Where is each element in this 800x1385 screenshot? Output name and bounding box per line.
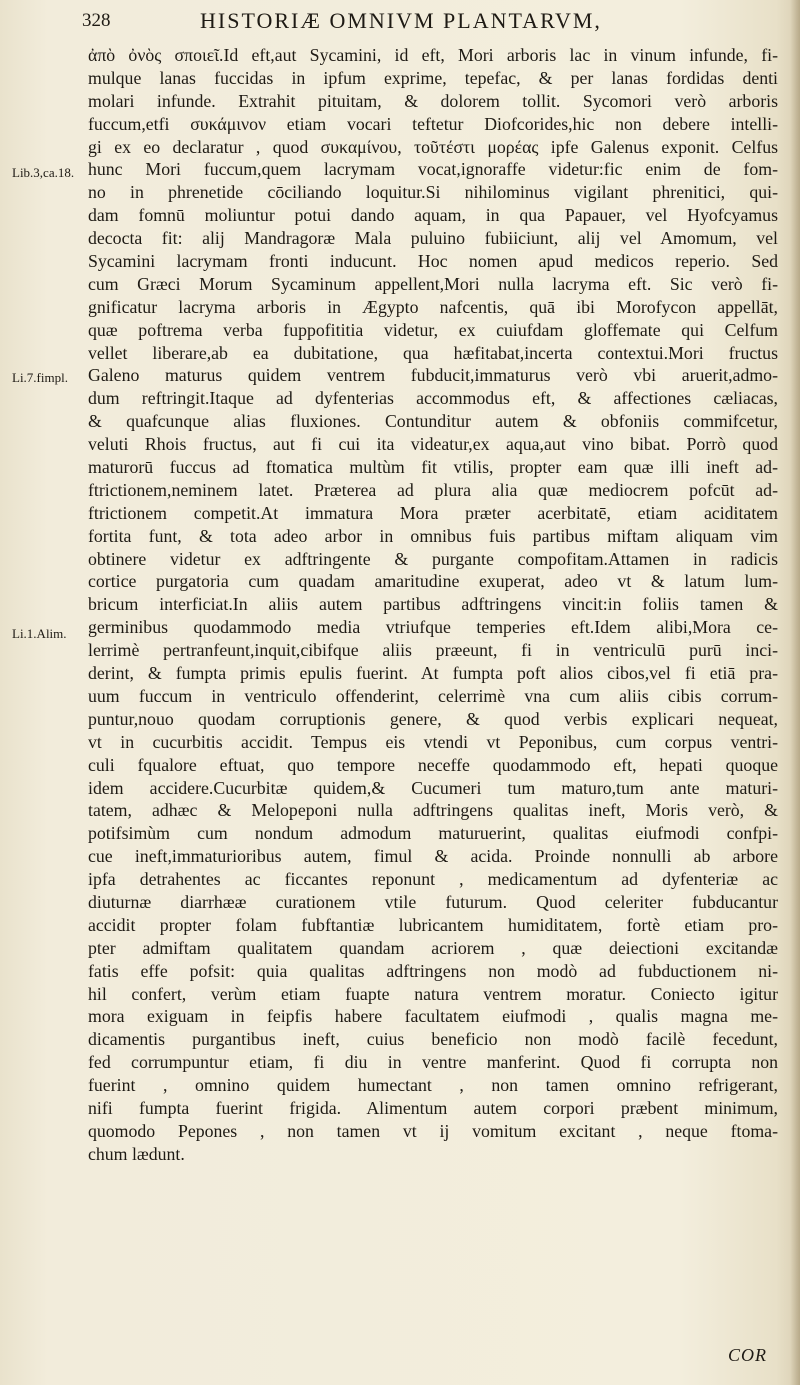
text-line: veluti Rhois fructus, aut fi cui ita videatur,ex aqua,aut vino bibat. Porrò quod <box>88 434 778 455</box>
text-line: decocta fit: alij Mandragoræ Mala puluino fubiiciunt, alij vel Amomum, vel <box>88 228 778 249</box>
text-line: nifi fumpta fuerint frigida. Alimentum autem corpori præbent minimum, <box>88 1097 778 1118</box>
text-line: cortice purgatoria cum quadam amaritudine exuperat, adeo vt & latum lum- <box>88 571 778 592</box>
body-text <box>88 44 778 1166</box>
text-line: gi ex eo declaratur , quod συκαμίνου, τοῦτέστι μορέας ipfe Galenus exponit. Celfus <box>88 136 778 157</box>
text-line: cue ineft,immaturioribus autem, fimul & acida. Proinde nonnulli ab arbore <box>88 846 778 867</box>
running-title: HISTORIÆ OMNIVM PLANTARVM, <box>200 8 602 33</box>
text-line: ipfa detrahentes ac ficcantes reponunt , medicamentum ad dyfenteriæ ac <box>88 869 778 890</box>
margin-note-li1: Li.1.Alim. <box>12 626 67 641</box>
text-line: tatem, adhæc & Melopeponi nulla adftringens qualitas ineft, Moris verò, & <box>88 800 778 821</box>
text-line: ftrictionem competit.At immatura Mora præter acerbitatē, etiam aciditatem <box>88 502 778 523</box>
catchword: COR <box>728 1345 767 1365</box>
text-line: mora exiguam in feipfis habere facultatem eiufmodi , qualis magna me- <box>88 1006 778 1027</box>
text-line: lerrimè pertranfeunt,inquit,cibifque aliis præeunt, fi in ventriculū purū inci- <box>88 640 778 661</box>
text-line: & quafcunque alias fluxiones. Contunditur autem & obfoniis commifcetur, <box>88 411 778 432</box>
text-line: mulque lanas fuccidas in ipfum exprime, tepefac, & per lanas fordidas denti <box>88 67 778 88</box>
text-line: derint, & fumpta primis epulis fuerint. At fumpta poft alios cibos,vel fi etiā pra- <box>88 663 778 684</box>
text-line: hil confert, verùm etiam fuapte natura ventrem moratur. Coniecto igitur <box>88 983 778 1004</box>
text-line: potifsimùm cum nondum admodum maturuerint, qualitas eiufmodi confpi- <box>88 823 778 844</box>
text-line: maturorū fuccus ad ftomatica multùm fit vtilis, propter eam quæ illi ineft ad- <box>88 457 778 478</box>
page-number: 328 <box>82 10 111 31</box>
text-line: vt in cucurbitis accidit. Tempus eis vtendi vt Peponibus, cum corpus ventri- <box>88 731 778 752</box>
text-line: fuccum,etfi συκάμινον etiam vocari teftetur Diofcorides,hic non debere intelli- <box>88 113 778 134</box>
text-line: puntur,nouo quodam corruptionis genere, & quod verbis explicari nequeat, <box>88 708 778 729</box>
text-line: diuturnæ diarrhææ curationem vtile futurum. Quod celeriter fubducantur <box>88 891 778 912</box>
text-line: no in phrenetide cōciliando loquitur.Si nihilominus vigilant phrenitici, qui- <box>88 182 778 203</box>
text-line: fatis effe pofsit: quia qualitas adftringens non modò ad fubductionem ni- <box>88 960 778 981</box>
text-line: dum reftringit.Itaque ad dyfenterias accommodus eft, & affectiones cæliacas, <box>88 388 778 409</box>
margin-note-li7: Li.7.fimpl. <box>12 370 68 385</box>
text-line: quæ poftrema verba fuppofititia videtur, ex cuiufdam gloffemate qui Celfum <box>88 319 778 340</box>
text-line: gnificatur lacryma arboris in Ægypto nafcentis, quā ibi Morofycon appellāt, <box>88 296 778 317</box>
text-line: chum lædunt. <box>88 1143 185 1164</box>
text-line: dicamentis purgantibus ineft, cuius beneficio non modò facilè fecedunt, <box>88 1029 778 1050</box>
text-line: Sycamini lacrymam fronti inducunt. Hoc nomen apud medicos reperio. Sed <box>88 251 778 272</box>
text-line: quomodo Pepones , non tamen vt ij vomitum excitant , neque ftoma- <box>88 1120 778 1141</box>
text-line: cum Græci Morum Sycaminum appellent,Mori nulla lacryma eft. Sic verò fi- <box>88 273 778 294</box>
text-line: accidit propter folam fubftantiæ lubricantem humiditatem, fortè etiam pro- <box>88 914 778 935</box>
text-line: obtinere videtur ex adftringente & purgante compofitam.Attamen in radicis <box>88 548 778 569</box>
text-line: germinibus quodammodo media vtriufque temperies eft.Idem alibi,Mora ce- <box>88 617 778 638</box>
text-line: bricum interficiat.In aliis autem partibus adftringens vincit:in foliis tamen & <box>88 594 778 615</box>
margin-note-lib3: Lib.3,ca.18. <box>12 165 75 180</box>
text-line: fed corrumpuntur etiam, fi diu in ventre manferint. Quod fi corrupta non <box>88 1052 778 1073</box>
text-line: vellet liberare,ab ea dubitatione, qua hæfitabat,incerta contextui.Mori fructus <box>88 342 778 363</box>
text-line: ftrictionem,neminem latet. Præterea ad plura alia quæ mediocrem pofcūt ad- <box>88 479 778 500</box>
text-line: fuerint , omnino quidem humectant , non tamen omnino refrigerant, <box>88 1075 778 1096</box>
text-line: uum fuccum in ventriculo offenderint, celerrimè vna cum aliis cibis corrum- <box>88 685 778 706</box>
text-line: Galeno maturus quidem ventrem fubducit,immaturus verò vbi aruerit,admo- <box>88 365 778 386</box>
text-line: molari infunde. Extrahit pituitam, & dolorem tollit. Sycomori verò arboris <box>88 90 778 111</box>
text-line: pter admiftam qualitatem quandam acriorem , quæ deiectioni excitandæ <box>88 937 778 958</box>
text-line: ἀπὸ ὀνὸς σποιεῖ.Id eft,aut Sycamini, id eft, Mori arboris lac in vinum infunde, fi- <box>88 45 778 65</box>
running-header <box>82 8 782 36</box>
text-line: idem accidere.Cucurbitæ quidem,& Cucumeri tum maturo,tum ante maturi- <box>88 777 778 798</box>
text-line: dam fomnū moliuntur potui dando aquam, in qua Papauer, vel Hyofcyamus <box>88 205 778 226</box>
text-line: fortita funt, & tota adeo arbor in omnibus fuis partibus miftam aliquam vim <box>88 525 778 546</box>
text-line: culi fqualore eftuat, quo tempore neceffe quodammodo eft, hepati quoque <box>88 754 778 775</box>
text-line: hunc Mori fuccum,quem lacrymam vocat,ignoraffe videtur:fic enim de fom- <box>88 159 778 180</box>
page-edge-shadow <box>790 0 800 1385</box>
